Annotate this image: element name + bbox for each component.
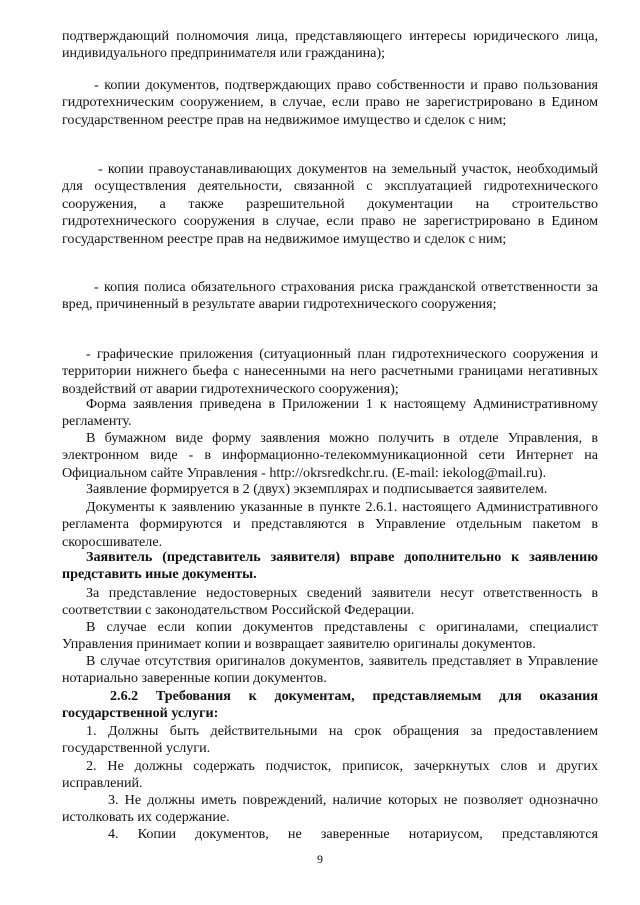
- paragraph-form-availability: В бумажном виде форму заявления можно получить в отделе Управления, в электронном виде - в информационно-телекоммуникационной сети Интернет на Официальном сайте Управления - http://okrsredkchr.ru. (E-mail: iekolog@mail.ru).: [62, 430, 598, 481]
- requirement-item-4: 4. Копии документов, не заверенные нотариусом, представляются: [108, 826, 598, 842]
- paragraph-ownership-documents: - копии документов, подтверждающих право собственности и право пользования гидротехническим сооружением, в случае, если право не зарегистрировано в Едином государственном реестре прав на недвижимое имущество и сделок с ним;: [62, 77, 598, 128]
- paragraph-representative-authority: подтверждающий полномочия лица, представляющего интересы юридического лица, индивидуального предпринимателя или гражданина);: [62, 28, 598, 62]
- paragraph-two-copies: Заявление формируется в 2 (двух) экземплярах и подписывается заявителем.: [86, 481, 548, 497]
- paragraph-responsibility: За представление недостоверных сведений заявители несут ответственность в соответствии с законодательством Российской Федерации.: [62, 585, 598, 619]
- paragraph-land-documents: - копии правоустанавливающих документов на земельный участок, необходимый для осуществления деятельности, связанной с эксплуатацией гидротехнического сооружения, а также разрешительной документации на строительство гидротехнического сооружения в случае, если право не зарегистрировано в Едином государственном реестре прав на недвижимое имущество и сделок с ним;: [62, 161, 598, 247]
- section-heading-document-requirements: 2.6.2 Требования к документам, представляемым для оказания государственной услуги:: [62, 688, 598, 722]
- paragraph-originals: В случае если копии документов представлены с оригиналами, специалист Управления принимает копии и возвращает заявителю оригиналы документов.: [62, 619, 598, 653]
- page-number: 9: [317, 852, 323, 866]
- requirement-item-2: 2. Не должны содержать подчисток, приписок, зачеркнутых слов и других исправлений.: [62, 758, 598, 792]
- paragraph-insurance-policy: - копия полиса обязательного страхования риска гражданской ответственности за вред, причиненный в результате аварии гидротехнического сооружения;: [62, 279, 598, 313]
- paragraph-graphic-attachments: - графические приложения (ситуационный план гидротехнического сооружения и территории нижнего бьефа с нанесенными на него расчетными границами негативных воздействий от аварии гидротехнического сооружения);: [62, 346, 598, 397]
- requirement-item-3: 3. Не должны иметь повреждений, наличие которых не позволяет однозначно истолковать их содержание.: [62, 792, 598, 826]
- paragraph-documents-package: Документы к заявлению указанные в пункте 2.6.1. настоящего Административного регламента формируются и представляются в Управление отдельным пакетом в скоросшивателе.: [62, 499, 598, 550]
- requirement-item-1: 1. Должны быть действительными на срок обращения за предоставлением государственной услуги.: [62, 723, 598, 757]
- paragraph-notarized-copies: В случае отсутствия оригиналов документов, заявитель представляет в Управление нотариально заверенные копии документов.: [62, 653, 598, 687]
- paragraph-additional-documents: Заявитель (представитель заявителя) вправе дополнительно к заявлению представить иные документы.: [62, 549, 598, 583]
- paragraph-application-form: Форма заявления приведена в Приложении 1 к настоящему Административному регламенту.: [62, 396, 598, 430]
